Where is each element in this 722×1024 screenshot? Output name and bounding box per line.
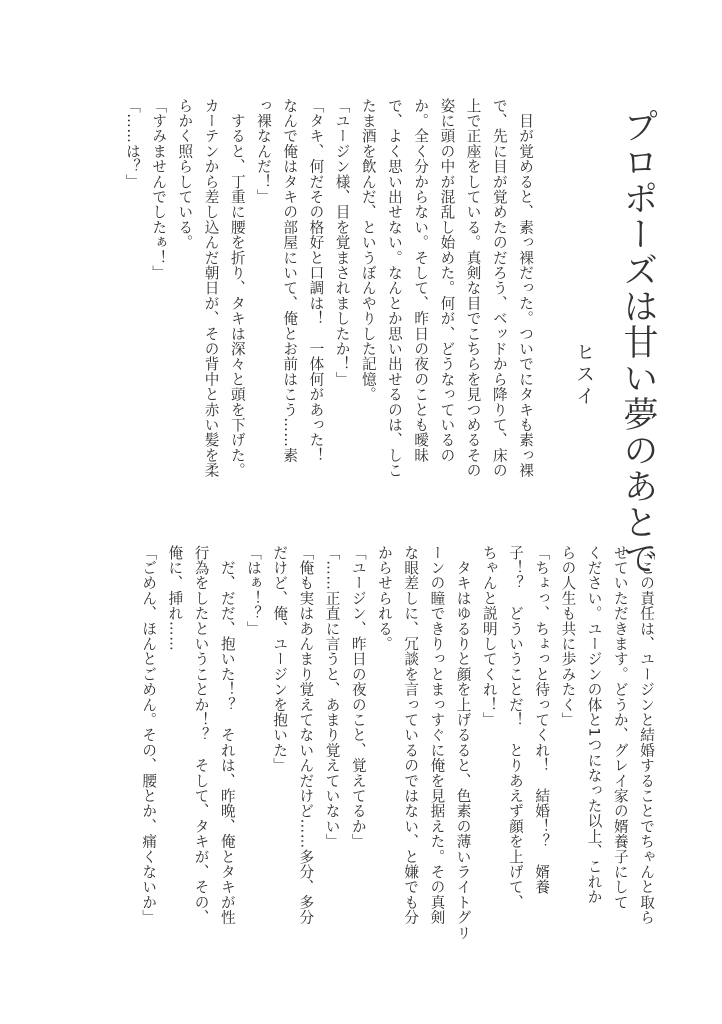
text-line: せていただきます。どうか、グレイ家の婿養子にして (611, 545, 629, 910)
text-line: なんで俺はタキの部屋にいて、俺とお前はこう……素 (281, 98, 299, 463)
text-line: 俺に、挿れ…… (166, 545, 184, 652)
text-line: 「……正直に言うと、あまり覚えていない」 (323, 545, 341, 849)
text-line: 上で正座をしている。真剣な目でこちらを見つめるその (464, 98, 482, 478)
text-line: らの人生も共に歩みたく」 (559, 545, 577, 728)
text-line: 「この責任は、ユージンと結婚することでちゃんと取ら (638, 545, 655, 925)
text-line: カーテンから差し込んだ朝日が、その背中と赤い髪を柔 (202, 98, 220, 478)
author-name: ヒスイ (573, 342, 595, 408)
text-line: 行為をしたということか！？ そして、タキが、その、 (192, 545, 210, 925)
text-line: か。全く分からない。そして、昨日の夜のことも曖昧 (412, 98, 430, 463)
text-line: で、よく思い出せない。なんとか思い出せるのは、しこ (385, 98, 403, 478)
text-line: だけど、俺、ユージンを抱いた」 (271, 545, 289, 773)
text-line: たま酒を飲んだ、というぼんやりした記憶。 (359, 98, 377, 402)
text-line: 子！？ どういうことだ！ とりあえず顔を上げて、 (506, 545, 524, 910)
text-line: だ、だだ、抱いた！？ それは、昨晩、俺とタキが性 (218, 545, 236, 925)
text-line: らかく照らしている。 (176, 98, 194, 250)
text-line: 「俺も実はあんまり覚えてないんだけど……多分、多分 (297, 545, 315, 925)
text-line: 「すみませんでしたぁ！」 (150, 98, 168, 281)
text-block-top (119, 98, 538, 498)
text-line: 「ちょっ、ちょっと待ってくれ！ 結婚！？ 婿養 (533, 545, 551, 895)
text-line: ーンの瞳できりっとまっすぐに俺を見据えた。その真剣 (428, 545, 446, 925)
text-line: ちゃんと説明してくれ！」 (480, 545, 498, 728)
text-line: 「……は？」 (123, 98, 141, 190)
text-line: からせられる。 (375, 545, 393, 652)
text-line: 「ユージン、昨日の夜のこと、覚えてるか」 (349, 545, 367, 849)
text-line: で、先に目が覚めたのだろう、ベッドから降りて、床の (490, 98, 508, 478)
text-line: タキはゆるりと顔を上げるると、色素の薄いライトグリ (454, 545, 472, 941)
text-line: っ裸なんだ！」 (254, 98, 272, 205)
text-line: 「ユージン様、目を覚まされましたか！」 (333, 98, 351, 387)
text-line: 「タキ、何だその格好と口調は！ 一体何があった！ (307, 98, 325, 463)
text-line: 「はぁ！？」 (244, 545, 262, 637)
story-title: プロポーズは甘い夢のあとで (618, 108, 658, 576)
text-line: な眼差しに、冗談を言っているのではない、と嫌でも分 (402, 545, 420, 925)
text-line: 目が覚めると、素っ裸だった。ついでにタキも素っ裸 (517, 98, 534, 478)
text-block-bottom (135, 545, 659, 945)
text-line: ください。ユージンの体と1つになった以上、これか (585, 545, 603, 905)
text-line: すると、丁重に腰を折り、タキは深々と頭を下げた。 (228, 98, 246, 478)
text-line: 「ごめん、ほんとごめん。その、腰とか、痛くないか」 (140, 545, 158, 925)
text-line: 姿に頭の中が混乱し始めた。何が、どうなっているの (438, 98, 456, 463)
